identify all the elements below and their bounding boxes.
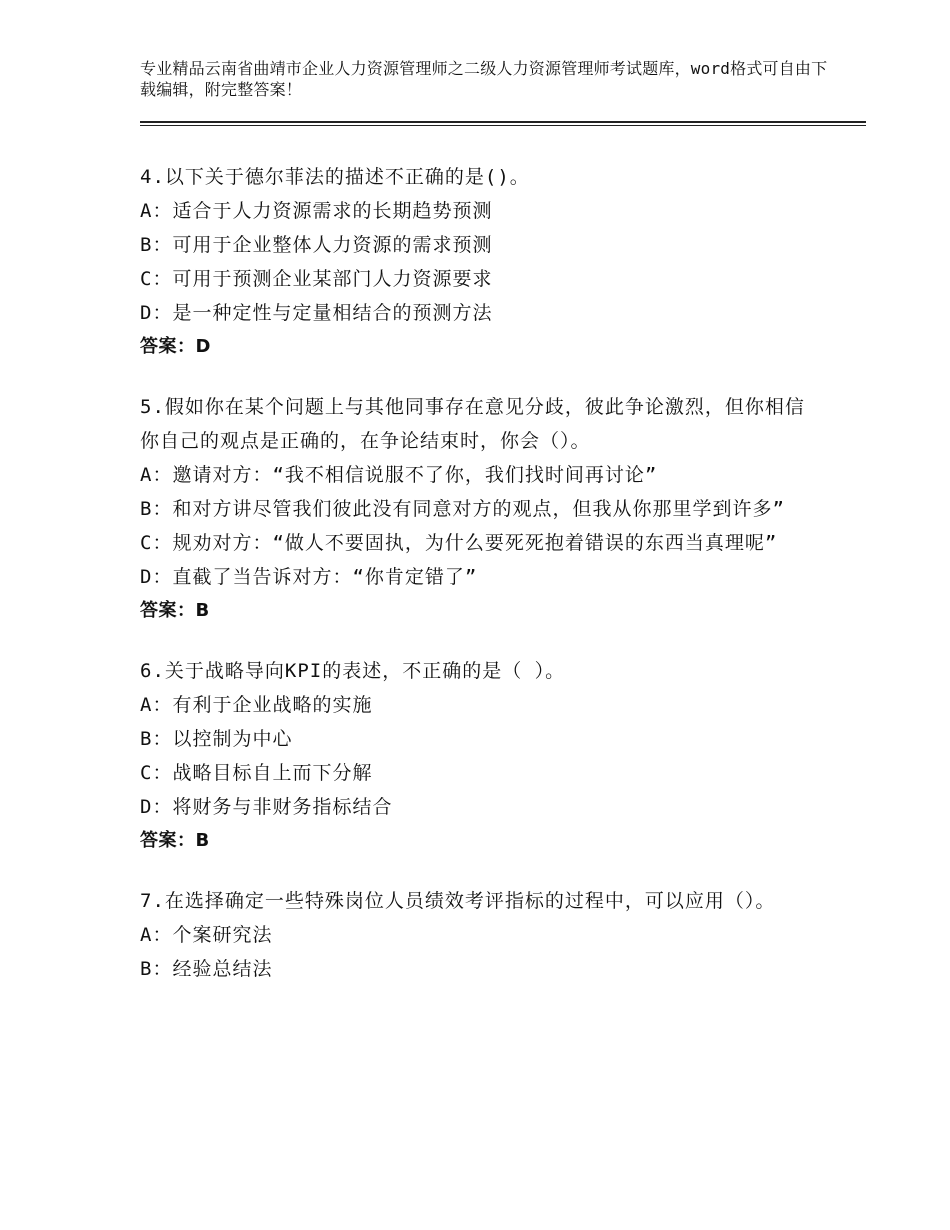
question-7 [140,884,820,986]
question-6 [140,654,820,858]
header-rule-thin [140,125,866,126]
option-b: B：可用于企业整体人力资源的需求预测 [140,234,493,256]
question-5 [140,390,820,628]
question-list [140,160,820,1012]
answer-label: 答案：D [140,336,211,357]
question-stem: 4.以下关于德尔菲法的描述不正确的是()。 [140,166,530,188]
option-d: D：是一种定性与定量相结合的预测方法 [140,302,493,324]
option-b: B：经验总结法 [140,958,273,980]
option-d: D：直截了当告诉对方：“你肯定错了” [140,566,478,588]
question-stem: 7.在选择确定一些特殊岗位人员绩效考评指标的过程中，可以应用（）。 [140,890,776,912]
option-a: A：适合于人力资源需求的长期趋势预测 [140,200,493,222]
header-rule-thick [140,121,866,123]
question-4 [140,160,820,364]
option-b: B：和对方讲尽管我们彼此没有同意对方的观点，但我从你那里学到许多” [140,498,785,520]
option-d: D：将财务与非财务指标结合 [140,796,393,818]
option-a: A：个案研究法 [140,924,273,946]
option-a: A：有利于企业战略的实施 [140,694,373,716]
option-c: C：规劝对方：“做人不要固执，为什么要死死抱着错误的东西当真理呢” [140,532,778,554]
answer-label: 答案：B [140,830,210,851]
question-stem: 5.假如你在某个问题上与其他同事存在意见分歧，彼此争论激烈，但你相信你自己的观点是正确的，在争论结束时，你会（）。 [140,396,805,452]
question-stem: 6.关于战略导向KPI的表述，不正确的是（ ）。 [140,660,566,682]
option-c: C：战略目标自上而下分解 [140,762,373,784]
option-c: C：可用于预测企业某部门人力资源要求 [140,268,493,290]
answer-label: 答案：B [140,600,210,621]
document-header: 专业精品云南省曲靖市企业人力资源管理师之二级人力资源管理师考试题库，word格式可自由下载编辑，附完整答案！ [140,59,828,99]
option-a: A：邀请对方：“我不相信说服不了你，我们找时间再讨论” [140,464,658,486]
option-b: B：以控制为中心 [140,728,293,750]
